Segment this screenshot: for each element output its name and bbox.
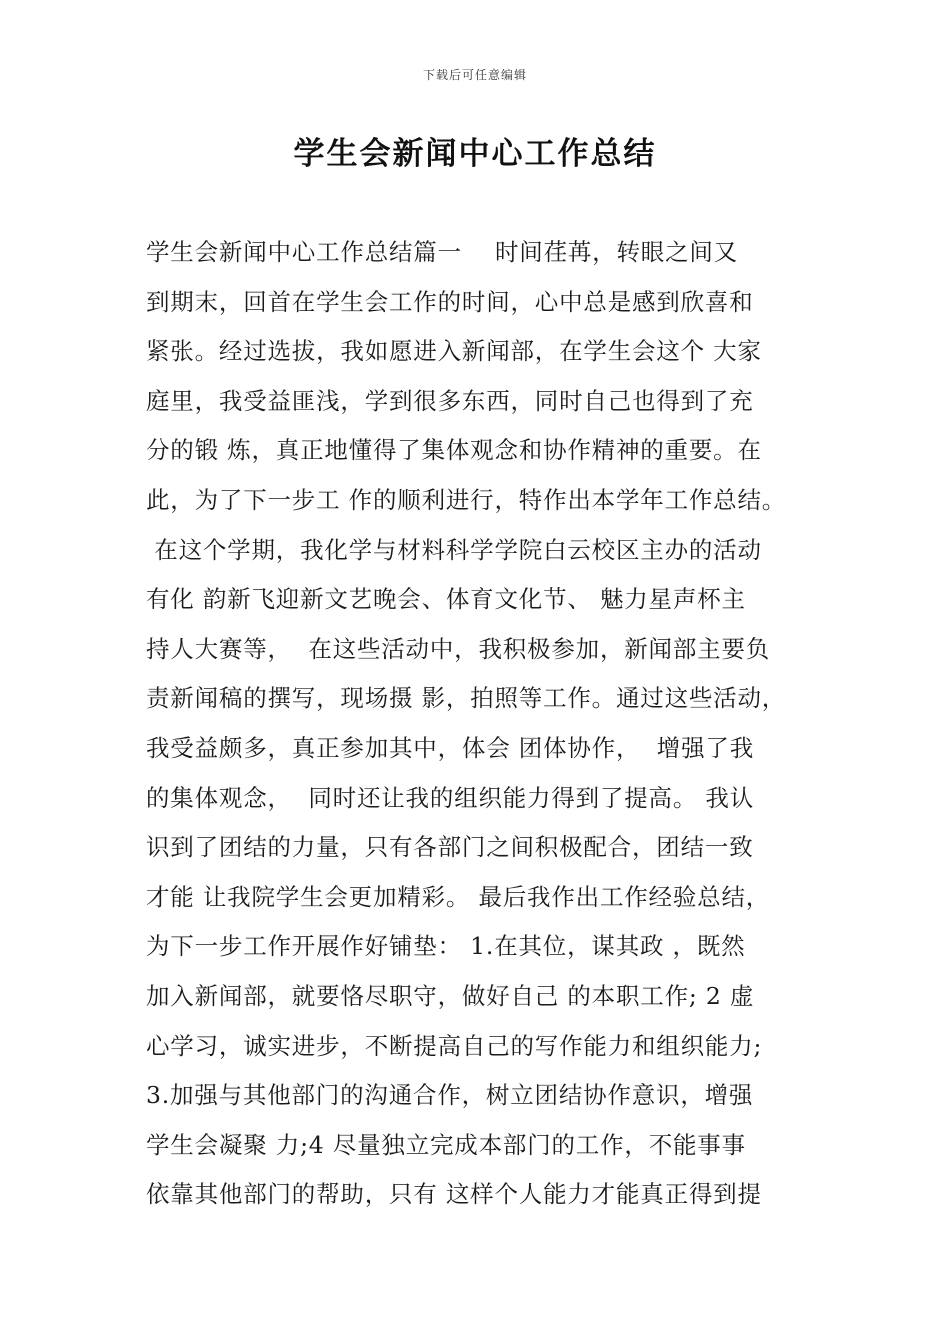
body-line: 学生会凝聚 力;4 尽量独立完成本部门的工作，不能事事 <box>146 1130 746 1159</box>
body-line: 为下一步工作开展作好铺垫： 1.在其位，谋其政 ，既然 <box>146 932 746 961</box>
body-line: 此，为了下一步工 作的顺利进行，特作出本学年工作总结。 <box>146 485 787 514</box>
header-note: 下载后可任意编辑 <box>422 68 527 82</box>
body-line: 责新闻稿的撰写，现场摄 影，拍照等工作。通过这些活动， <box>146 684 787 713</box>
body-line: 才能 让我院学生会更加精彩。 最后我作出工作经验总结， <box>146 882 771 911</box>
body-line: 学生会新闻中心工作总结篇一 时间荏苒，转眼之间又 <box>146 238 738 266</box>
body-line: 持人大赛等， 在这些活动中，我积极参加，新闻部主要负 <box>146 634 771 663</box>
body-line: 我受益颇多，真正参加其中，体会 团体协作， 增强了我 <box>146 733 755 762</box>
body-line: 的集体观念， 同时还让我的组织能力得到了提高。 我认 <box>146 783 755 812</box>
body-line: 心学习，诚实进步，不断提高自己的写作能力和组织能力; <box>146 1031 763 1060</box>
body-line: 庭里，我受益匪浅，学到很多东西，同时自己也得到了充 <box>146 386 754 415</box>
body-line: 依靠其他部门的帮助，只有 这样个人能力才能真正得到提 <box>146 1180 762 1209</box>
body-line: 紧张。经过选拔，我如愿进入新闻部，在学生会这个 大家 <box>146 337 762 366</box>
body-line: 3.加强与其他部门的沟通合作，树立团结协作意识，增强 <box>146 1081 754 1110</box>
body-line: 分的锻 炼，真正地懂得了集体观念和协作精神的重要。在 <box>146 436 762 465</box>
body-line: 有化 韵新飞迎新文艺晚会、体育文化节、 魅力星声杯主 <box>146 585 746 614</box>
body-line: 加入新闻部，就要恪尽职守，做好自己 的本职工作; 2 虚 <box>146 981 755 1010</box>
body-line: 到期末，回首在学生会工作的时间，心中总是感到欣喜和 <box>146 287 754 316</box>
body-line: 识到了团结的力量，只有各部门之间积极配合，团结一致 <box>146 833 754 862</box>
document-body <box>146 228 826 1220</box>
document-title: 学生会新闻中心工作总结 <box>293 136 657 172</box>
body-line: 在这个学期，我化学与材料科学学院白云校区主办的活动 <box>146 535 762 564</box>
